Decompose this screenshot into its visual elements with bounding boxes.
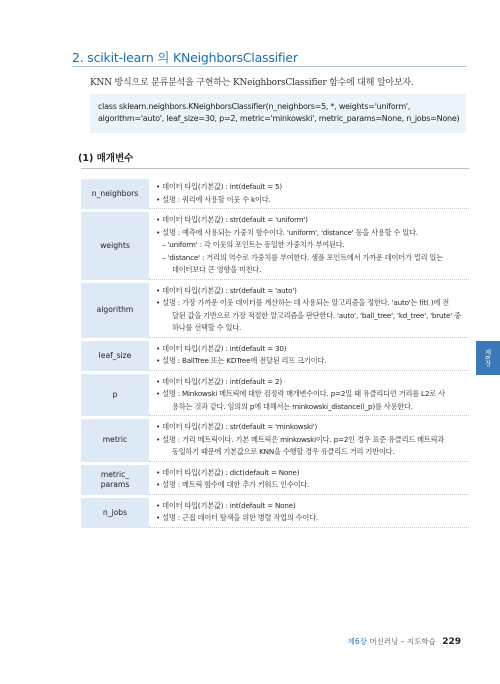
section-title: 2. scikit-learn 의 KNeighborsClassifier — [72, 50, 298, 65]
param-name-line: params — [100, 479, 130, 489]
param-line: • 설명 : 가장 가까운 이웃 데이터를 계산하는 데 사용되는 알고리즘을 정한다. 'auto'는 fit( )에 전 — [156, 298, 450, 307]
code-block — [90, 94, 466, 133]
param-line: • 데이터 타입(기본값) : str(default = 'minkowski') — [156, 422, 318, 431]
param-row-algorithm — [81, 283, 469, 338]
param-subline: – 'distance' : 거리의 역수로 가중치를 부여한다. 샘플 포인트에서 가까운 데이터가 멀리 있는 — [162, 252, 443, 262]
param-line: • 설명 : 근접 데이터 탐색을 위한 병렬 작업의 수이다. — [156, 513, 318, 522]
param-description — [149, 341, 469, 371]
param-description — [149, 465, 469, 495]
params-divider — [81, 168, 469, 169]
param-line: • 설명 : 거리 메트릭이다. 기본 메트릭은 minkowski이다. p=2인 경우 표준 유클리드 메트릭과 — [156, 434, 445, 444]
param-line: • 데이터 타입(기본값) : int(default = 30) — [156, 343, 287, 353]
param-line: • 데이터 타입(기본값) : str(default = 'uniform') — [156, 215, 308, 224]
param-name: metric — [81, 419, 149, 462]
param-row-n-jobs — [81, 498, 469, 528]
param-line: • 데이터 타입(기본값) : str(default = 'auto') — [156, 285, 297, 295]
param-description — [149, 498, 469, 528]
params-heading: (1) 매개변수 — [78, 153, 134, 164]
param-name: n_neighbors — [81, 179, 149, 209]
param-line: • 데이터 타입(기본값) : int(default = None) — [156, 500, 296, 510]
param-name: p — [81, 374, 149, 417]
param-row-weights — [81, 212, 469, 280]
param-line: • 설명 : 메트릭 함수에 대한 추가 키워드 인수이다. — [156, 480, 310, 489]
param-subline: – 'uniform' : 각 이웃의 포인트는 동일한 가중치가 부여된다. — [162, 240, 345, 249]
section-divider — [72, 66, 467, 67]
param-line: • 설명 : 예측에 사용되는 가중치 함수이다. 'uniform', 'distance' 등을 사용할 수 있다. — [156, 227, 418, 237]
chapter-side-tab — [476, 341, 500, 375]
param-name: leaf_size — [81, 341, 149, 371]
param-line: 용하는 것과 같다. 임의의 p에 대해서는 minkowski_distance(l_p)를 사용한다. — [172, 401, 413, 411]
param-line: 동일하기 때문에 기본값으로 KNN을 수행할 경우 유클리드 거리 기반이다. — [172, 447, 395, 456]
param-line: • 데이터 타입(기본값) : int(default = 2) — [156, 376, 282, 386]
param-row-p — [81, 374, 469, 417]
param-description — [149, 179, 469, 209]
param-row-metric — [81, 419, 469, 462]
footer-title: 머신러닝 – 지도학습 — [369, 637, 436, 646]
param-line: • 데이터 타입(기본값) : dict(default = None) — [156, 467, 300, 477]
footer-chapter: 제6장 — [347, 637, 367, 646]
param-name: weights — [81, 212, 149, 280]
chapter-tab-label: 제6장 — [483, 349, 492, 367]
param-description — [149, 374, 469, 417]
param-name-line: metric_ — [100, 469, 130, 479]
param-row-n-neighbors — [81, 179, 469, 209]
page-footer — [348, 636, 461, 647]
param-description — [149, 212, 469, 280]
intro-text: KNN 방식으로 분류분석을 구현하는 KNeighborsClassifier 함수에 대해 알아보자. — [90, 78, 414, 88]
param-name — [81, 465, 149, 495]
code-line: class skleam.neighbors.KNeighborsClassifier(n_neighbors=5, *, weights='uniform', — [98, 102, 411, 111]
param-name: algorithm — [81, 283, 149, 338]
page-number: 229 — [442, 637, 461, 647]
code-line: algorithm='auto', leaf_size=30, p=2, metric='minkowski', metric_params=None, n_jobs=None) — [98, 114, 460, 123]
param-row-leaf-size — [81, 341, 469, 371]
param-name: n_jobs — [81, 498, 149, 528]
param-line: • 설명 : BallTree 또는 KDTree에 전달된 리프 크기이다. — [156, 356, 327, 365]
param-line: 하나를 선택할 수 있다. — [172, 323, 242, 332]
param-line: • 설명 : Minkowski 메트릭에 대한 검정력 매개변수이다. p=2일 때 유클리디언 거리를 L2로 사 — [156, 389, 445, 398]
param-subline: 데이터보다 큰 영향을 미친다. — [172, 265, 262, 274]
parameter-table — [81, 176, 469, 531]
param-line: • 데이터 타입(기본값) : int(default = 5) — [156, 182, 282, 191]
param-row-metric-params — [81, 465, 469, 495]
param-line: • 설명 : 쿼리에 사용할 이웃 수 k이다. — [156, 194, 271, 204]
param-description — [149, 419, 469, 462]
param-line: 달된 값을 기반으로 가장 적절한 알고리즘을 판단한다. 'auto', 'ball_tree', 'kd_tree', 'brute' 중 — [172, 310, 461, 320]
param-description — [149, 283, 469, 338]
